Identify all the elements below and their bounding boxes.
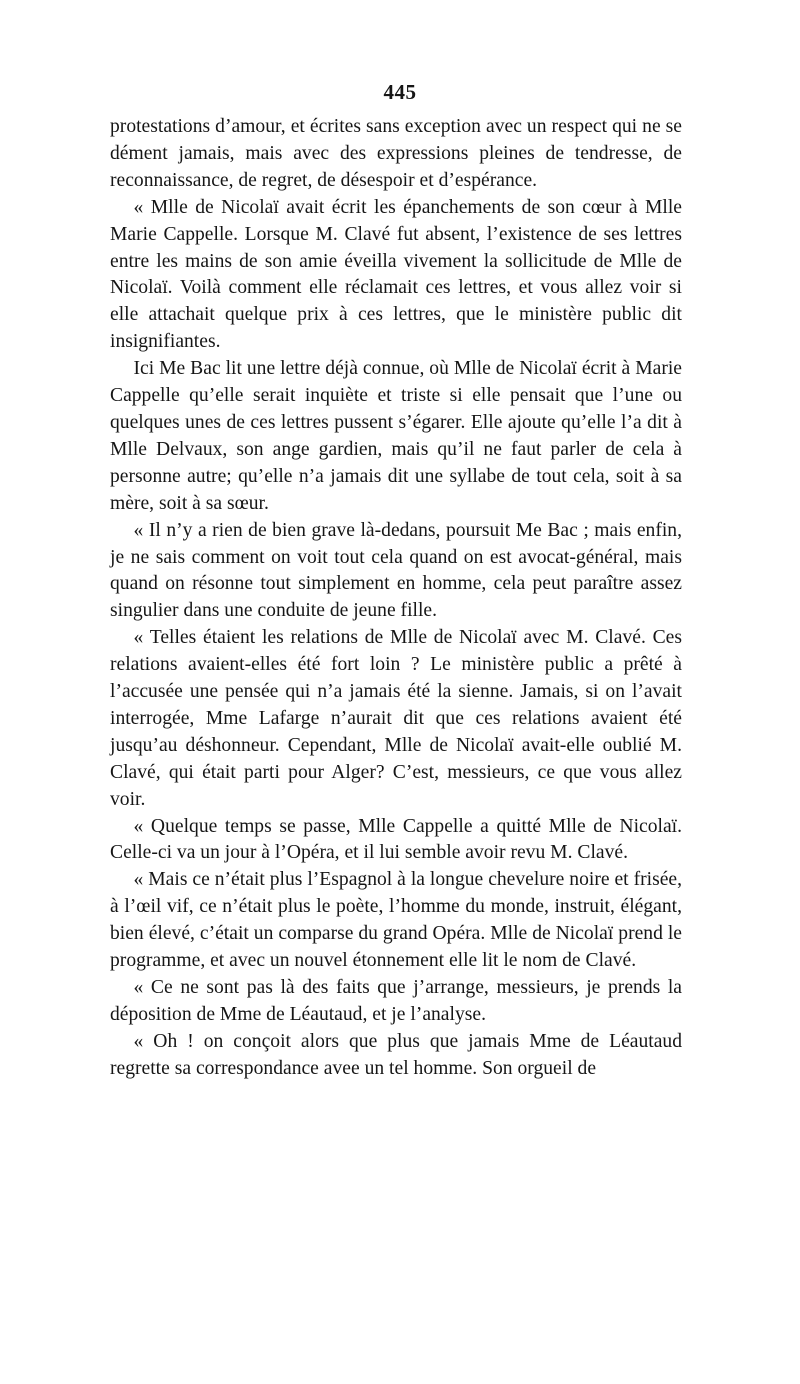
paragraph: « Quelque temps se passe, Mlle Cappelle a quitté Mlle de Nicolaï. Celle-ci va un jour à l’Opéra, et il lui semble avoir revu M. Clavé. [110,815,682,864]
page-number: 445 [383,80,417,104]
paragraph: protestations d’amour, et écrites sans exception avec un respect qui ne se dément jamais, mais avec des expressions pleines de tendresse, de reconnaissance, de regret, de désespoir et d’espérance. [110,116,682,191]
paragraph: « Il n’y a rien de bien grave là-dedans, poursuit Me Bac ; mais enfin, je ne sais comment on voit tout cela quand on est avocat-général, mais quand on résonne tout simplement en homme, cela peut paraître assez singulier dans une conduite de jeune fille. [110,519,682,622]
paragraph: « Oh ! on conçoit alors que plus que jamais Mme de Léautaud regrette sa correspondance avee un tel homme. Son orgueil de [110,1030,682,1079]
paragraph: « Mais ce n’était plus l’Espagnol à la longue chevelure noire et frisée, à l’œil vif, ce n’était plus le poète, l’homme du monde, instruit, élégant, bien élevé, c’était un comparse du grand Opéra. Mlle de Nicolaï prend le programme, et avec un nouvel étonnement elle lit le nom de Clavé. [110,869,682,972]
paragraph: « Telles étaient les relations de Mlle de Nicolaï avec M. Clavé. Ces relations avaient-elles été fort loin ? Le ministère public a prêté à l’accusée une pensée qui n’a jamais été la sienne. Jamais, si on l’avait interrogée, Mme Lafarge n’aurait dit que ces relations avaient été jusqu’au déshonneur. Cependant, Mlle de Nicolaï avait-elle oublié M. Clavé, qui était parti pour Alger? C’est, messieurs, ce que vous allez voir. [110,627,682,810]
paragraph: Ici Me Bac lit une lettre déjà connue, où Mlle de Nicolaï écrit à Marie Cappelle qu’elle serait inquiète et triste si elle pensait que l’une ou quelques unes de ces lettres pussent s’égarer. Elle ajoute qu’elle l’a dit à Mlle Delvaux, son ange gardien, mais qu’il ne faut parler de cela à personne autre; qu’elle n’a jamais dit une syllabe de tout cela, soit à sa mère, soit à sa sœur. [110,358,682,514]
paragraph: « Mlle de Nicolaï avait écrit les épanchements de son cœur à Mlle Marie Cappelle. Lorsque M. Clavé fut absent, l’existence de ses lettres entre les mains de son amie éveilla vivement la sollicitude de Mlle de Nicolaï. Voilà comment elle réclamait ces lettres, et vous allez voir si elle attachait quelque prix à ces lettres, que le ministère public dit insignifiantes. [110,196,682,353]
body-text [110,114,682,1083]
paragraph: « Ce ne sont pas là des faits que j’arrange, messieurs, je prends la déposition de Mme de Léautaud, et je l’analyse. [110,977,682,1025]
